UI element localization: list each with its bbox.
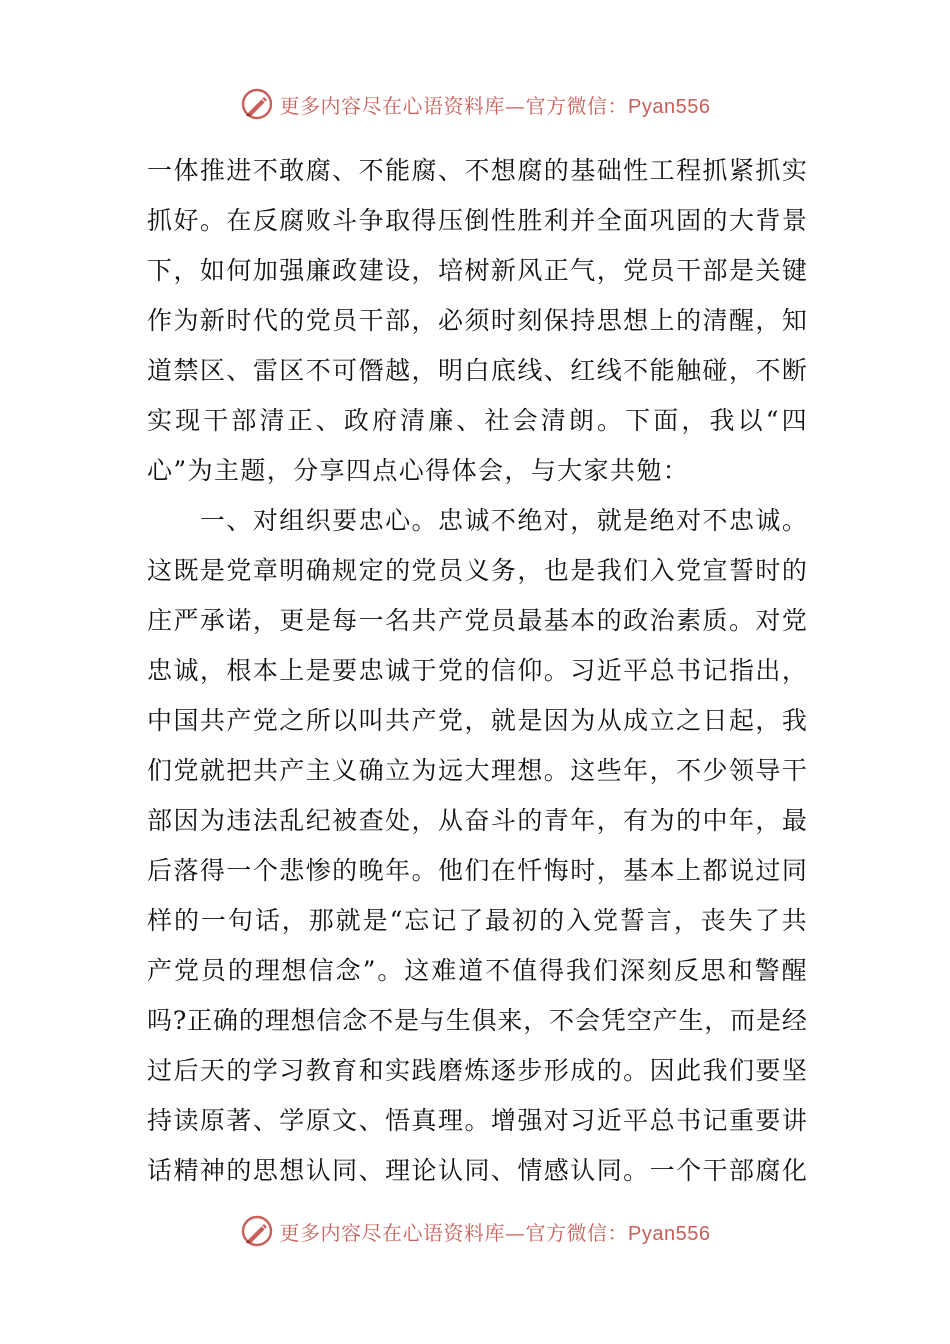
- footer-watermark: [0, 1211, 950, 1251]
- watermark-wechat-id: Pyan556: [628, 1222, 711, 1245]
- text-line: 过 后 天 的 学 习 教 育 和 实 践 磨 炼 逐 步 形 成 的 。 因 此 我 们 要 坚: [147, 1056, 807, 1085]
- text-line: 吗 ? 正 确 的 理 想 信 念 不 是 与 生 俱 来 ， 不 会 凭 空 产 生 ， 而 是 经: [147, 1006, 807, 1035]
- watermark-wechat-id: Pyan556: [628, 95, 711, 118]
- text-line: 部 因 为 违 法 乱 纪 被 查 处 ， 从 奋 斗 的 青 年 ， 有 为 的 中 年 ， 最: [147, 806, 807, 835]
- text-line: 产 党 员 的 理 想 信 念 ” 。 这 难 道 不 值 得 我 们 深 刻 反 思 和 警 醒: [147, 956, 807, 985]
- document-body: [147, 146, 807, 1196]
- pen-logo-icon: [240, 87, 274, 121]
- text-line: 心”为主题，分享四点心得体会，与大家共勉：: [147, 456, 690, 485]
- pen-logo-icon: [240, 1214, 274, 1248]
- text-line: 抓 好 。 在 反 腐 败 斗 争 取 得 压 倒 性 胜 利 并 全 面 巩 固 的 大 背 景: [147, 206, 807, 235]
- text-line: 作 为 新 时 代 的 党 员 干 部 ， 必 须 时 刻 保 持 思 想 上 的 清 醒 ， 知: [147, 306, 807, 335]
- text-line: 样 的 一 句 话 ， 那 就 是 “ 忘 记 了 最 初 的 入 党 誓 言 ， 丧 失 了 共: [147, 906, 807, 935]
- text-line: 道 禁 区 、 雷 区 不 可 僭 越 ， 明 白 底 线 、 红 线 不 能 触 碰 ， 不 断: [147, 356, 807, 385]
- watermark-text: [280, 1217, 711, 1246]
- text-line: 庄 严 承 诺 ， 更 是 每 一 名 共 产 党 员 最 基 本 的 政 治 素 质 。 对 党: [147, 606, 807, 635]
- text-line: 们 党 就 把 共 产 主 义 确 立 为 远 大 理 想 。 这 些 年 ， 不 少 领 导 干: [147, 756, 807, 785]
- watermark-wechat-label: 官方微信：: [525, 93, 629, 118]
- header-watermark: [0, 84, 950, 124]
- text-line: 这 既 是 党 章 明 确 规 定 的 党 员 义 务 ， 也 是 我 们 入 党 宣 誓 时 的: [147, 556, 807, 585]
- text-line: 后 落 得 一 个 悲 惨 的 晚 年 。 他 们 在 忏 悔 时 ， 基 本 上 都 说 过 同: [147, 856, 807, 885]
- text-line: 忠 诚 ， 根 本 上 是 要 忠 诚 于 党 的 信 仰 。 习 近 平 总 书 记 指 出 ，: [147, 656, 807, 685]
- text-line: 中 国 共 产 党 之 所 以 叫 共 产 党 ， 就 是 因 为 从 成 立 之 日 起 ， 我: [147, 706, 807, 735]
- watermark-text: [280, 90, 711, 119]
- text-line: 实 现 干 部 清 正 、 政 府 清 廉 、 社 会 清 朗 。 下 面 ， 我 以 “ 四: [147, 406, 807, 435]
- watermark-site-text: 更多内容尽在心语资料库—: [279, 1220, 526, 1245]
- text-line: 一 体 推 进 不 敢 腐 、 不 能 腐 、 不 想 腐 的 基 础 性 工 程 抓 紧 抓 实: [147, 156, 807, 185]
- text-line: 一 、 对 组 织 要 忠 心 。 忠 诚 不 绝 对 ， 就 是 绝 对 不 忠 诚 。: [199, 506, 807, 535]
- watermark-wechat-label: 官方微信：: [525, 1220, 629, 1245]
- watermark-site-text: 更多内容尽在心语资料库—: [279, 93, 526, 118]
- text-line: 话 精 神 的 思 想 认 同 、 理 论 认 同 、 情 感 认 同 。 一 个 干 部 腐 化: [147, 1156, 807, 1185]
- text-line: 持 读 原 著 、 学 原 文 、 悟 真 理 。 增 强 对 习 近 平 总 书 记 重 要 讲: [147, 1106, 807, 1135]
- text-line: 下 ， 如 何 加 强 廉 政 建 设 ， 培 树 新 风 正 气 ， 党 员 干 部 是 关 键: [147, 256, 807, 285]
